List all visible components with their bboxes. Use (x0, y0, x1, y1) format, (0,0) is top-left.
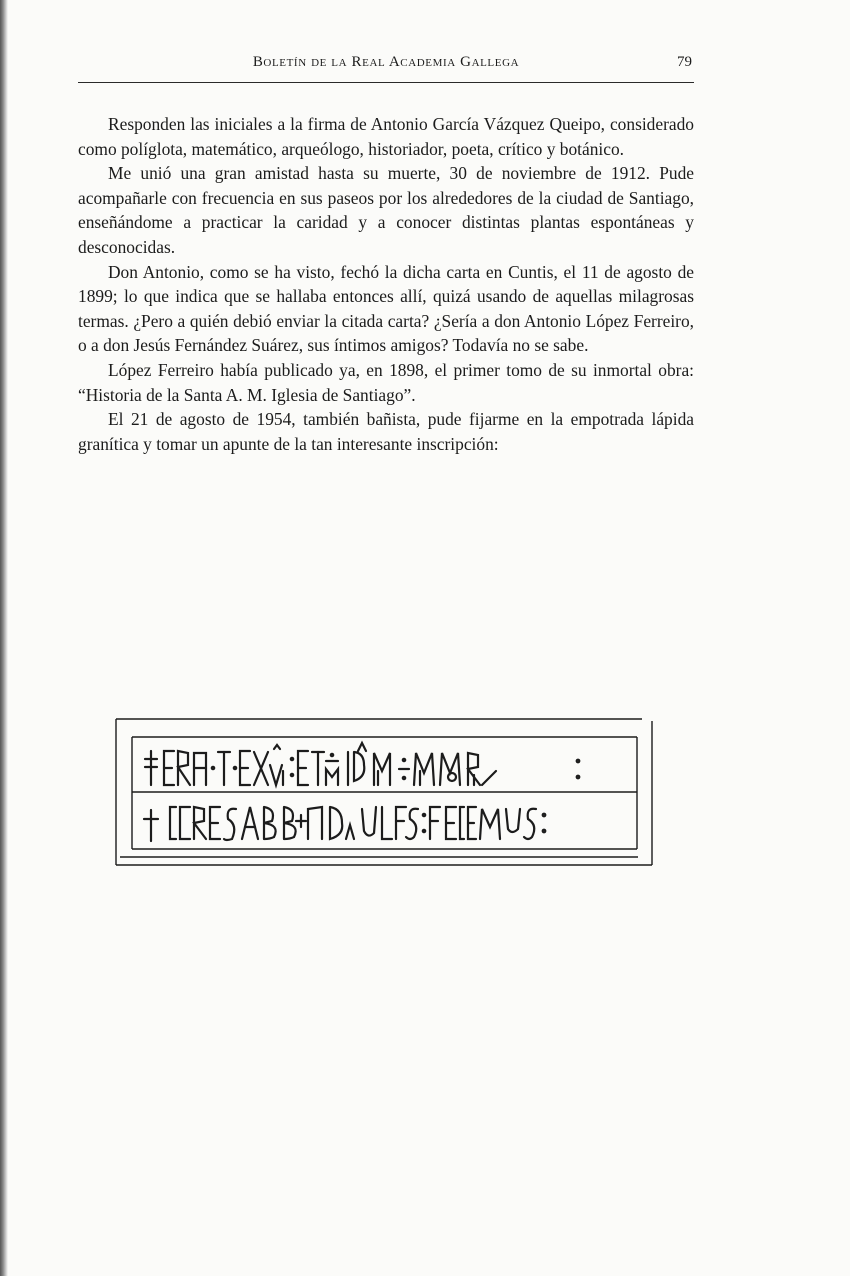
paragraph-3: Don Antonio, como se ha visto, fechó la dicha carta en Cuntis, el 11 de agosto de 1899; lo que indica que se hallaba entonces allí, quizá usando de aquellas milagrosas termas. ¿Pero a quién debió enviar la citada carta? ¿Sería a don Antonio López Ferreiro, o a don Jesús Fernández Suárez, sus íntimos amigos? Todavía no se sabe. (78, 261, 694, 356)
inscription-drawing (112, 715, 656, 870)
page-number: 79 (677, 54, 692, 70)
running-head (78, 52, 694, 83)
paragraph-4: López Ferreiro había publicado ya, en 1898, el primer tomo de su inmortal obra: “Historia de la Santa A. M. Iglesia de Santiago”. (78, 359, 694, 405)
paragraph-2: Me unió una gran amistad hasta su muerte, 30 de noviembre de 1912. Pude acompañarle con frecuencia en sus paseos por los alrededores de la ciudad de Santiago, enseñándome a practicar la caridad y a conocer distintas plantas espontáneas y desconocidas. (78, 163, 694, 257)
inscription-line-2 (144, 807, 545, 841)
inscription-figure (112, 715, 656, 870)
paragraph-5: El 21 de agosto de 1954, también bañista, pude fijarme en la empotrada lápida granítica y tomar un apunte de la tan interesante inscripción: (78, 409, 694, 454)
journal-title: Boletín de la Real Academia Gallega (252, 54, 520, 70)
body-text (78, 112, 694, 456)
page-binding-edge (0, 0, 8, 1276)
paragraph-1: Responden las iniciales a la firma de Antonio García Vázquez Queipo, considerado como políglota, matemático, arqueólogo, historiador, poeta, crítico y botánico. (78, 114, 694, 159)
inscription-line-1 (145, 743, 579, 785)
